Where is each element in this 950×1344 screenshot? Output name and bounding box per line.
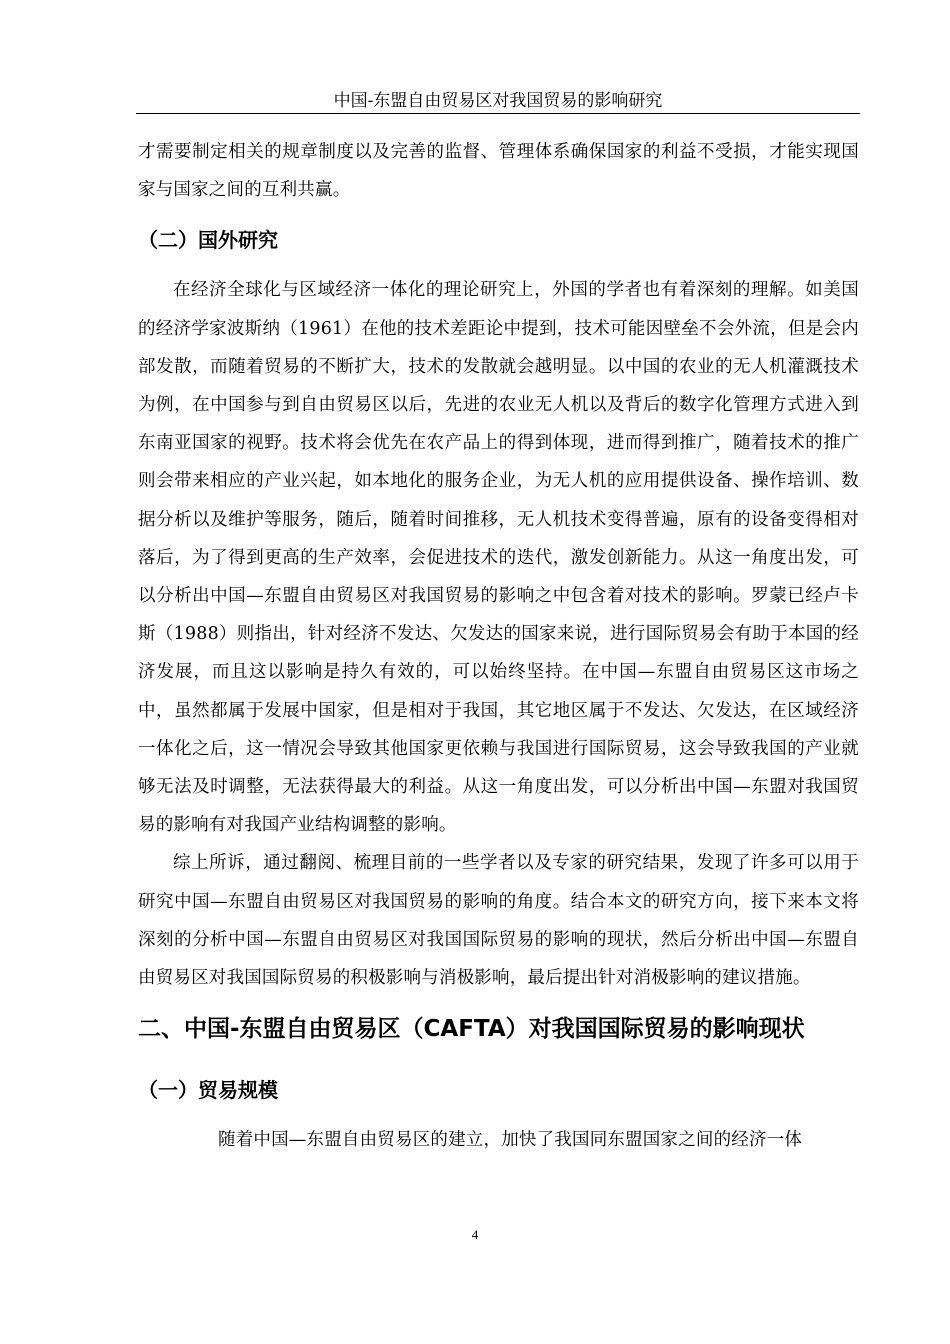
subsection-heading-trade-scale: （一）贸易规模 — [138, 1078, 278, 1103]
section-heading-foreign-research: （二）国外研究 — [138, 228, 278, 253]
paragraph-trade-scale: 随着中国—东盟自由贸易区的建立，加快了我国同东盟国家之间的经济一体 — [218, 1130, 803, 1151]
running-header-title: 中国-东盟自由贸易区对我国贸易的影响研究 — [333, 91, 663, 111]
page-body — [138, 133, 859, 1159]
page-number: 4 — [471, 1227, 479, 1242]
chapter-heading-cafta-impact: 二、中国-东盟自由贸易区（CAFTA）对我国国际贸易的影响现状 — [138, 1016, 805, 1043]
paragraph-summary: 综上所诉，通过翻阅、梳理目前的一些学者以及专家的研究结果，发现了许多可以用于研究中国—东盟自由贸易区对我国贸易的影响的角度。结合本文的研究方向，接下来本文将深刻的分析中国—东盟自由贸易区对我国国际贸易的影响的现状，然后分析出中国—东盟自由贸易区对我国国际贸易的积极影响与消极影响，最后提出针对消极影响的建议措施。 — [138, 853, 859, 989]
header-rule — [136, 113, 860, 114]
paragraph-foreign-research: 在经济全球化与区域经济一体化的理论研究上，外国的学者也有着深刻的理解。如美国的经济学家波斯纳（1961）在他的技术差距论中提到，技术可能因壁垒不会外流，但是会内部发散，而随着贸易的不断扩大，技术的发散就会越明显。以中国的农业的无人机灌溉技术为例，在中国参与到自由贸易区以后，先进的农业无人机以及背后的数字化管理方式进入到东南亚国家的视野。技术将会优先在农产品上的得到体现，进而得到推广，随着技术的推广则会带来相应的产业兴起，如本地化的服务企业，为无人机的应用提供设备、操作培训、数据分析以及维护等服务，随后，随着时间推移，无人机技术变得普遍，原有的设备变得相对落后，为了得到更高的生产效率，会促进技术的迭代，激发创新能力。从这一角度出发，可以分析出中国—东盟自由贸易区对我国贸易的影响之中包含着对技术的影响。罗蒙已经卢卡斯（1988）则指出，针对经济不发达、欠发达的国家来说，进行国际贸易会有助于本国的经济发展，而且这以影响是持久有效的，可以始终坚持。在中国—东盟自由贸易区这市场之中，虽然都属于发展中国家，但是相对于我国，其它地区属于不发达、欠发达，在区域经济一体化之后，这一情况会导致其他国家更依赖与我国进行国际贸易，这会导致我国的产业就够无法及时调整，无法获得最大的利益。从这一角度出发，可以分析出中国—东盟对我国贸易的影响有对我国产业结构调整的影响。 — [138, 280, 859, 836]
paragraph-continuation: 才需要制定相关的规章制度以及完善的监督、管理体系确保国家的利益不受损，才能实现国家与国家之间的互利共赢。 — [138, 142, 859, 201]
